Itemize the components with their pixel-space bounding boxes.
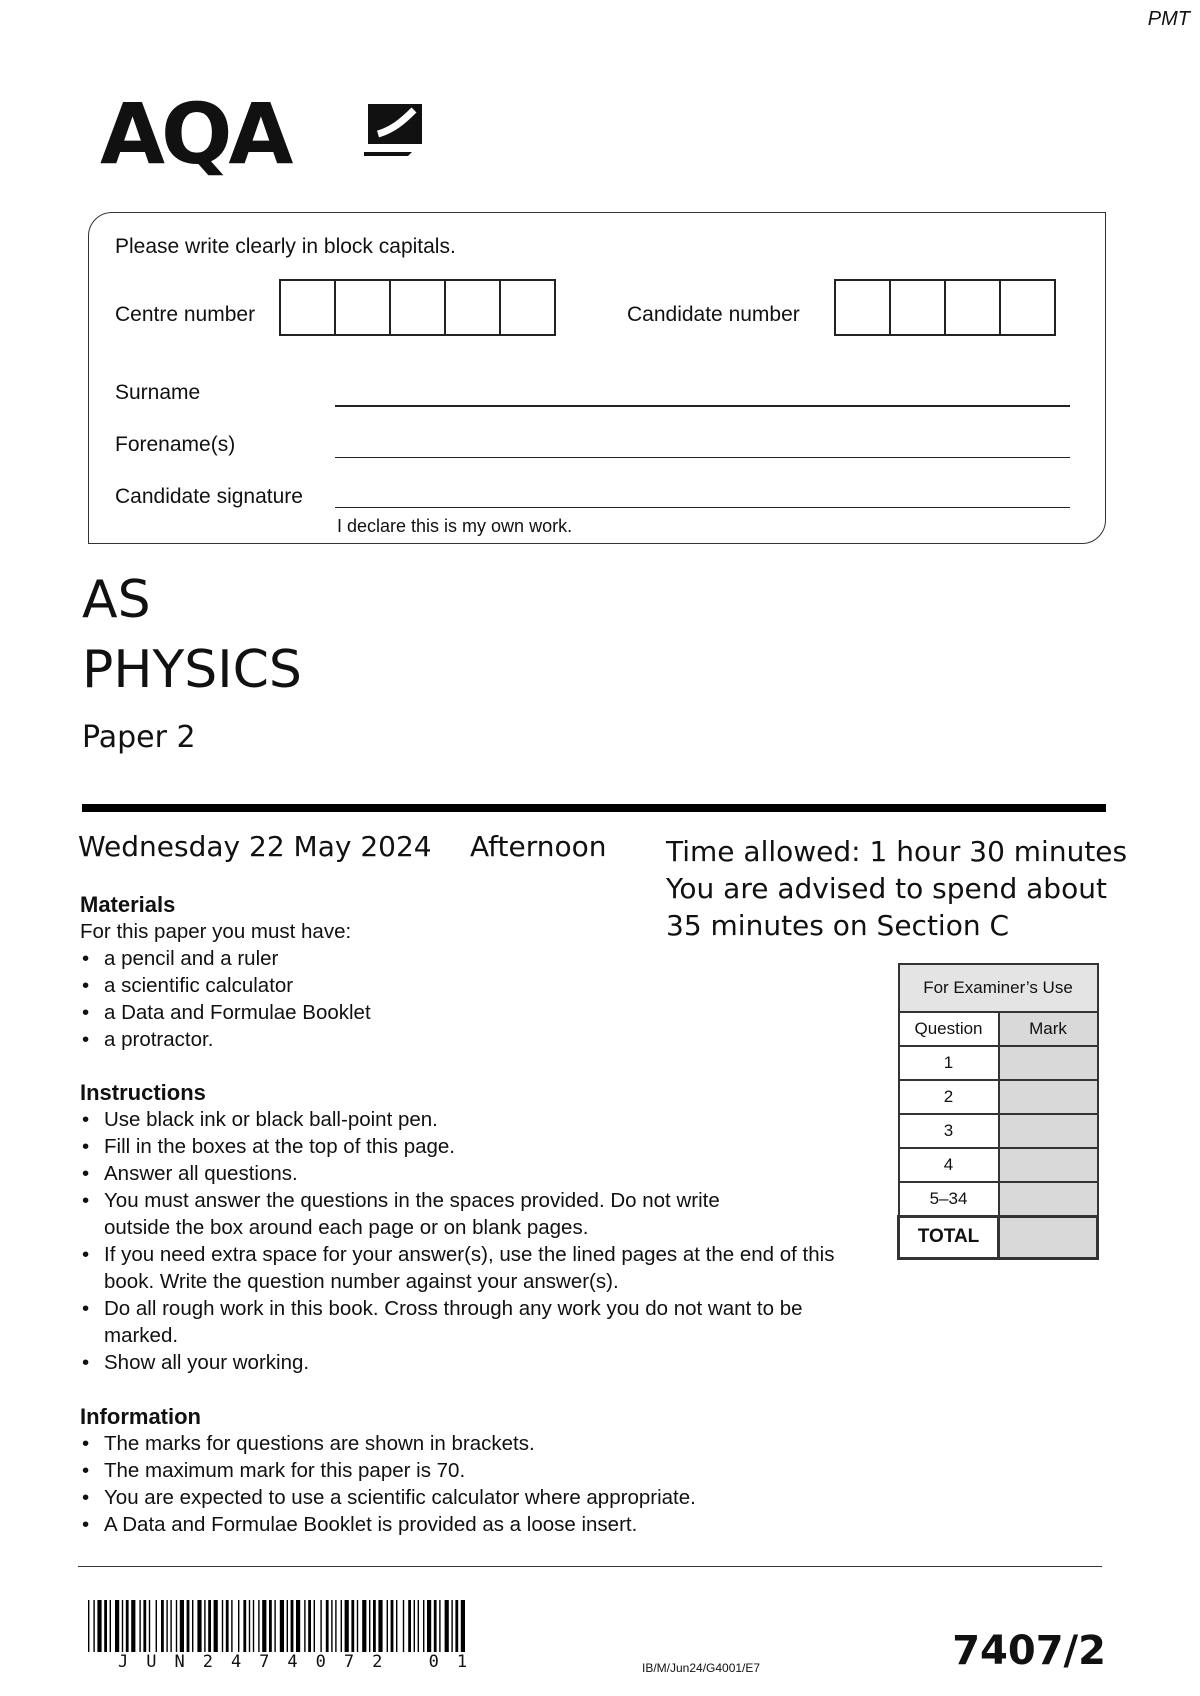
aqa-logo-mark-icon bbox=[362, 100, 462, 158]
list-item: • Fill in the boxes at the top of this page. bbox=[80, 1133, 860, 1160]
paper-code: 7407/2 bbox=[952, 1628, 1106, 1674]
centre-number-cell[interactable] bbox=[389, 279, 446, 336]
block-capitals-instruction: Please write clearly in block capitals. bbox=[115, 235, 456, 258]
list-item: • Show all your working. bbox=[80, 1349, 860, 1376]
section-advice-line2: 35 minutes on Section C bbox=[666, 909, 1010, 942]
list-item: • Answer all questions. bbox=[80, 1160, 860, 1187]
table-row bbox=[899, 1046, 1098, 1080]
candidate-number-cell[interactable] bbox=[944, 279, 1001, 336]
document-reference: IB/M/Jun24/G4001/E7 bbox=[642, 1661, 761, 1675]
candidate-number-boxes bbox=[834, 279, 1056, 336]
level-title: AS bbox=[82, 570, 151, 630]
title-divider bbox=[82, 804, 1106, 812]
subject-title: PHYSICS bbox=[82, 640, 302, 700]
list-item: • You are expected to use a scientific calculator where appropriate. bbox=[80, 1484, 860, 1511]
examiner-use-table bbox=[897, 963, 1099, 1260]
question-number: 1 bbox=[899, 1046, 999, 1080]
materials-intro: For this paper you must have: bbox=[80, 920, 352, 943]
candidate-number-cell[interactable] bbox=[834, 279, 891, 336]
table-row bbox=[899, 1216, 1098, 1258]
logo-text: AQA bbox=[100, 85, 290, 183]
candidate-number-cell[interactable] bbox=[889, 279, 946, 336]
list-item: • Use black ink or black ball-point pen. bbox=[80, 1106, 860, 1133]
list-item: • The marks for questions are shown in brackets. bbox=[80, 1430, 860, 1457]
declaration-text: I declare this is my own work. bbox=[337, 516, 573, 536]
materials-heading: Materials bbox=[80, 892, 176, 917]
instructions-list bbox=[80, 1106, 860, 1376]
barcode-digits: JUN2474072 01 bbox=[118, 1652, 486, 1672]
mark-column-header: Mark bbox=[999, 1012, 1098, 1046]
list-item: • The maximum mark for this paper is 70. bbox=[80, 1457, 860, 1484]
information-heading: Information bbox=[80, 1404, 201, 1429]
candidate-number-cell[interactable] bbox=[999, 279, 1056, 336]
table-row bbox=[899, 1080, 1098, 1114]
list-item: • If you need extra space for your answer(s), use the lined pages at the end of this book. Write the question number against your answer(s). bbox=[80, 1241, 860, 1295]
mark-cell bbox=[999, 1114, 1098, 1148]
paper-title: Paper 2 bbox=[82, 720, 196, 755]
materials-list bbox=[80, 945, 860, 1053]
table-row bbox=[899, 1182, 1098, 1216]
instructions-heading: Instructions bbox=[80, 1080, 206, 1105]
barcode-icon bbox=[88, 1600, 468, 1652]
examiner-use-title: For Examiner’s Use bbox=[899, 964, 1098, 1012]
candidate-details-box bbox=[88, 212, 1106, 544]
mark-cell bbox=[999, 1182, 1098, 1216]
centre-number-cell[interactable] bbox=[499, 279, 556, 336]
question-number: 3 bbox=[899, 1114, 999, 1148]
centre-number-label: Centre number bbox=[115, 303, 256, 326]
information-list bbox=[80, 1430, 860, 1538]
question-number: 4 bbox=[899, 1148, 999, 1182]
candidate-number-label: Candidate number bbox=[627, 303, 800, 326]
instructions-section bbox=[80, 1080, 860, 1376]
information-section bbox=[80, 1404, 860, 1538]
centre-number-cell[interactable] bbox=[444, 279, 501, 336]
centre-number-boxes bbox=[279, 279, 556, 336]
list-item: • a Data and Formulae Booklet bbox=[80, 999, 860, 1026]
forenames-field[interactable] bbox=[335, 457, 1070, 458]
total-label: TOTAL bbox=[899, 1216, 999, 1258]
question-number: 2 bbox=[899, 1080, 999, 1114]
list-item: • A Data and Formulae Booklet is provided as a loose insert. bbox=[80, 1511, 860, 1538]
list-item: • a protractor. bbox=[80, 1026, 860, 1053]
section-advice-line1: You are advised to spend about bbox=[666, 872, 1107, 905]
list-item: • You must answer the questions in the spaces provided. Do not write outside the box around each page or on blank pages. bbox=[80, 1187, 764, 1241]
corner-tag: PMT bbox=[1147, 8, 1190, 30]
aqa-logo bbox=[100, 85, 290, 183]
question-column-header: Question bbox=[899, 1012, 999, 1046]
mark-cell bbox=[999, 1080, 1098, 1114]
signature-label: Candidate signature bbox=[115, 485, 303, 508]
exam-date: Wednesday 22 May 2024 bbox=[78, 830, 432, 863]
question-number: 5–34 bbox=[899, 1182, 999, 1216]
list-item: • a pencil and a ruler bbox=[80, 945, 860, 972]
footer-divider bbox=[78, 1566, 1102, 1567]
mark-cell bbox=[999, 1148, 1098, 1182]
centre-number-cell[interactable] bbox=[334, 279, 391, 336]
exam-session: Afternoon bbox=[470, 830, 607, 863]
list-item: • a scientific calculator bbox=[80, 972, 860, 999]
time-allowed: Time allowed: 1 hour 30 minutes bbox=[666, 835, 1128, 868]
forenames-label: Forename(s) bbox=[115, 433, 236, 456]
table-row bbox=[899, 1114, 1098, 1148]
materials-section bbox=[80, 892, 860, 1053]
centre-number-cell[interactable] bbox=[279, 279, 336, 336]
mark-cell bbox=[999, 1046, 1098, 1080]
surname-label: Surname bbox=[115, 381, 201, 404]
table-row bbox=[899, 1148, 1098, 1182]
surname-field[interactable] bbox=[335, 405, 1070, 407]
signature-field[interactable] bbox=[335, 507, 1070, 508]
list-item: • Do all rough work in this book. Cross through any work you do not want to be marked. bbox=[80, 1295, 824, 1349]
total-mark-cell bbox=[999, 1216, 1098, 1258]
